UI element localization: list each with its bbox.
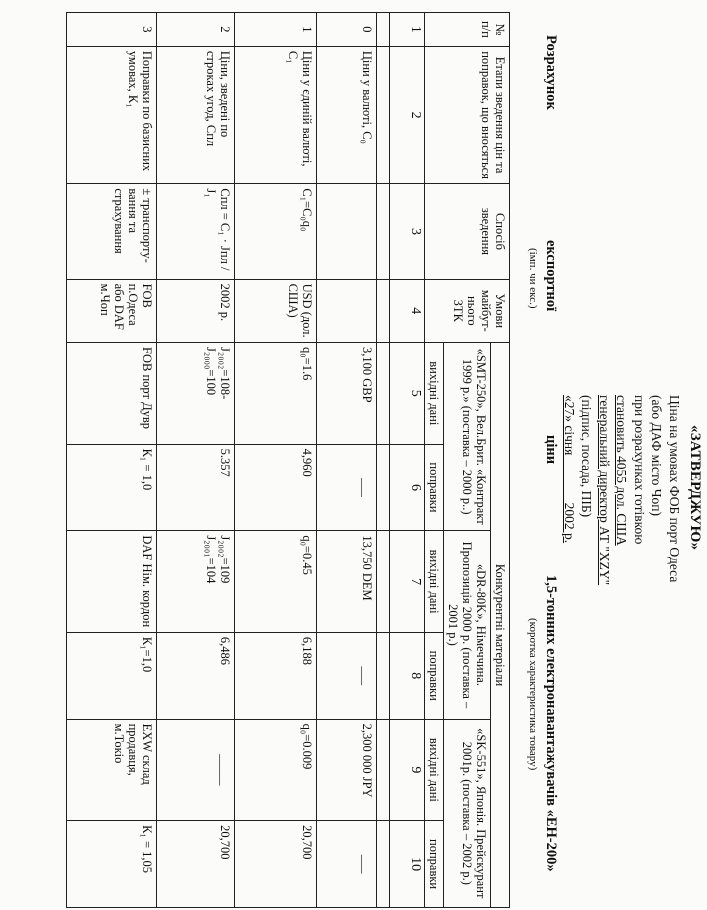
approval-block — [561, 395, 684, 585]
col-header-initial: вихідні дані — [425, 531, 444, 633]
initial-data-cell: q₀=0.45 — [235, 531, 317, 633]
col-header-method: Спосіб зведення — [425, 184, 510, 279]
terms-cell: USD (дол. США) — [235, 279, 317, 342]
col-header-terms: Умови майбут-нього ЗТК — [425, 279, 510, 342]
initial-data-cell: FOB порт Дувр — [67, 343, 157, 445]
column-number: 8 — [390, 632, 425, 719]
stage-cell: Ціни, зведені по строках угод, Спл — [157, 46, 235, 184]
method-cell: С₁=С₀q₀ — [235, 184, 317, 279]
column-number: 7 — [390, 531, 425, 633]
approval-line: (або ДАФ місто Чоп) — [649, 395, 665, 517]
method-cell: Спл = С₁ · Jпл / J₁ — [157, 184, 235, 279]
correction-cell: ___ — [317, 632, 377, 719]
correction-cell: К₁=1,0 — [67, 632, 157, 719]
table-row — [317, 13, 377, 908]
terms-cell: FOB п.Одеса або DAF м.Чоп — [67, 279, 157, 342]
terms-cell: 2002 р. — [157, 279, 235, 342]
correction-cell: 20,700 — [157, 821, 235, 908]
correction-cell: 4,960 — [235, 444, 317, 531]
column-number: 2 — [390, 46, 425, 184]
column-number: 9 — [390, 719, 425, 821]
correction-cell: 20,700 — [235, 821, 317, 908]
column-number: 6 — [390, 444, 425, 531]
price-calculation-table — [66, 12, 510, 908]
title-hint-imp-exp: (імп. чи екс.) — [527, 248, 539, 309]
competitor-1-header: «SMT-250», Вел.Брит. «Контракт 1999 р.» (поставка – 2000 р..) — [444, 343, 491, 531]
col-header-corrections: поправки — [425, 444, 444, 531]
correction-cell: 6,486 — [157, 632, 235, 719]
initial-data-cell: _____ — [157, 719, 235, 821]
initial-data-cell: q₀=0.009 — [235, 719, 317, 821]
row-number: 0 — [317, 13, 377, 47]
col-header-competitors: Конкурентні матеріали — [491, 343, 510, 908]
col-header-no: № п/п — [425, 13, 510, 47]
column-number: 4 — [390, 279, 425, 342]
competitor-3-header: «SK-551», Японія. Прейскурант 2001р. (поставка – 2002 р.) — [444, 719, 491, 907]
approval-line: при розрахунках готівкою — [632, 395, 647, 545]
title-hint-product: (коротка характеристика товару) — [527, 618, 539, 771]
initial-data-cell: J₂₀₀₂=108- J₂₀₀₀=100 — [157, 343, 235, 445]
col-header-corrections: поправки — [425, 821, 444, 908]
row-number: 2 — [157, 13, 235, 47]
initial-data-cell: J₂₀₀₂=109 J₂₀₀₁=104 — [157, 531, 235, 633]
correction-cell: 6,188 — [235, 632, 317, 719]
initial-data-cell: EXW склад продавця, м.Токіо — [67, 719, 157, 821]
column-number: 10 — [390, 821, 425, 908]
col-header-stage: Етапи зведення цін та поправок, що вносяться — [425, 46, 510, 184]
col-header-initial: вихідні дані — [425, 343, 444, 445]
initial-data-cell: DAF Нім. кордон — [67, 531, 157, 633]
title-word-price: ціни — [543, 435, 559, 465]
title-subject: 1,5-тонних електронавантажувачів «ЕН-200» — [543, 575, 559, 872]
approval-line: становить 4055 дол. США — [614, 395, 630, 546]
correction-cell: ___ — [317, 444, 377, 531]
stage-cell: Ціни у єдиній валюті, С₁ — [235, 46, 317, 184]
initial-data-cell: 3,100 GBP — [317, 343, 377, 445]
terms-cell — [317, 279, 377, 342]
approval-line: Ціна на умовах ФОБ порт Одеса — [667, 395, 682, 583]
title-word-calculation: Розрахунок — [543, 35, 559, 110]
initial-data-cell: 2,300 000 JPY — [317, 719, 377, 821]
correction-cell: К₁ = 1,0 — [67, 444, 157, 531]
col-header-corrections: поправки — [425, 632, 444, 719]
approval-date: «27» січня 2002 р. — [562, 395, 577, 544]
approval-stamp: «ЗАТВЕРДЖУЮ» — [687, 425, 703, 551]
correction-cell: ___ — [317, 821, 377, 908]
table-row — [235, 13, 317, 908]
spacer-row — [377, 13, 390, 908]
method-cell — [317, 184, 377, 279]
column-number: 3 — [390, 184, 425, 279]
approval-line: (підпис, посада, ПІБ) — [579, 395, 595, 518]
correction-cell: К₁ = 1,05 — [67, 821, 157, 908]
col-header-initial: вихідні дані — [425, 719, 444, 821]
approval-line: генеральний директор АТ "XZY" — [597, 395, 612, 586]
correction-cell: 5.357 — [157, 444, 235, 531]
column-number: 1 — [390, 13, 425, 47]
column-number: 5 — [390, 343, 425, 445]
table-row — [67, 13, 157, 908]
row-number: 3 — [67, 13, 157, 47]
initial-data-cell: q₀=1.6 — [235, 343, 317, 445]
competitor-2-header: «DR-80K», Німеччина. Пропозиція 2000 р. (поставка – 2001 р.) — [444, 531, 491, 719]
table-row — [157, 13, 235, 908]
column-number-row — [390, 13, 425, 908]
row-number: 1 — [235, 13, 317, 47]
stage-cell: Поправки по базисних умовах, К₁ — [67, 46, 157, 184]
stage-cell: Ціни у валюті, С₀ — [317, 46, 377, 184]
title-word-export: експортної — [543, 240, 559, 312]
initial-data-cell: 13,750 DEM — [317, 531, 377, 633]
method-cell: ± транспорту-вання та страхування — [67, 184, 157, 279]
table-header-row — [491, 13, 510, 908]
